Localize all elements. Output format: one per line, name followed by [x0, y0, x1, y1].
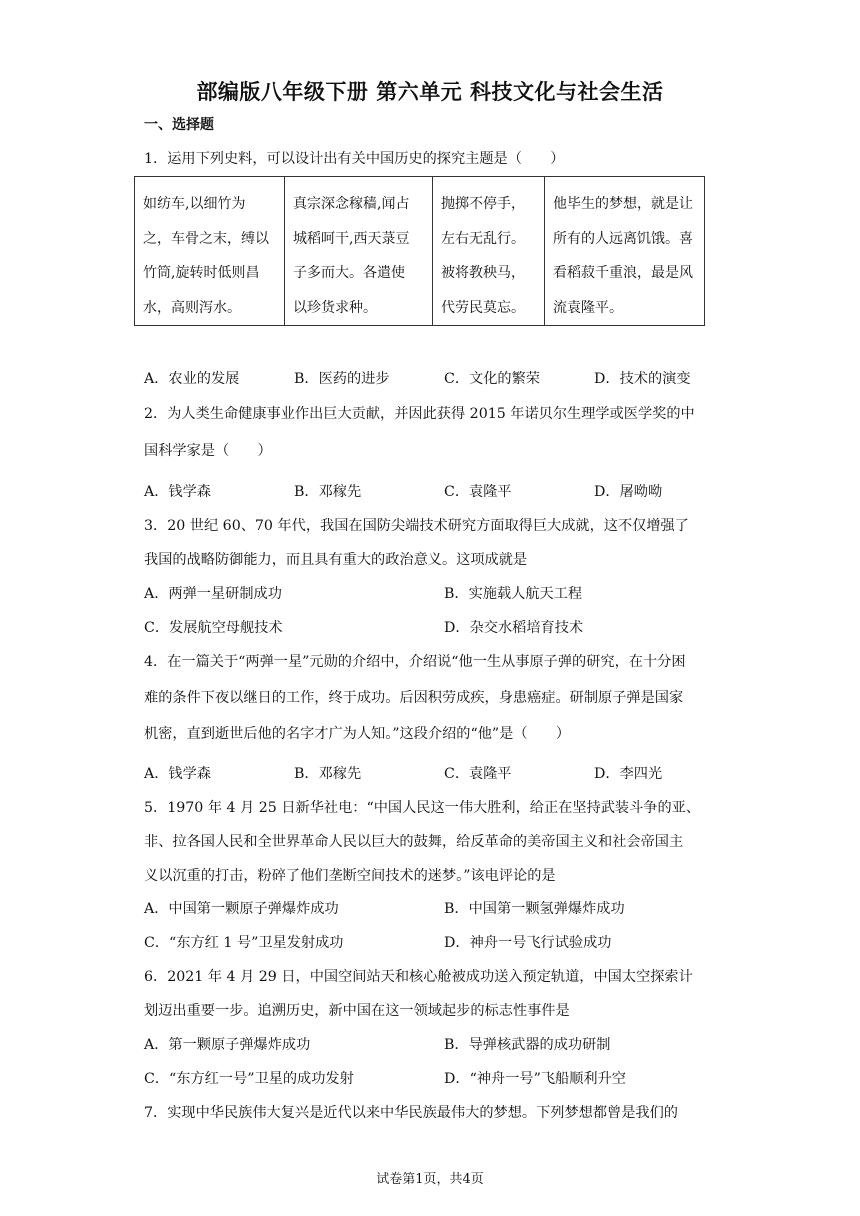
q1-option-b: B．医药的进步 [294, 371, 390, 387]
q6-option-b: B．导弹核武器的成功研制 [444, 1037, 611, 1053]
question-5-stem-line3: 义以沉重的打击，粉碎了他们垄断空间技术的迷梦。”该电评论的是 [144, 868, 556, 884]
cell-line: 竹筒,旋转时低则昌 [143, 265, 260, 281]
cell-line: 城稻呵干,西天菉豆 [293, 230, 410, 247]
q1-option-d: D．技术的演变 [594, 371, 691, 387]
question-6-stem-line1: 6．2021 年 4 月 29 日，中国空间站天和核心舱被成功送入预定轨道，中国太空探索计 [144, 969, 693, 985]
question-2-stem-line1: 2．为人类生命健康事业作出巨大贡献，并因此获得 2015 年诺贝尔生理学或医学奖的中 [144, 406, 695, 422]
q5-option-c: C．“东方红 1 号”卫星发射成功 [144, 935, 344, 951]
q3-option-a: A．两弹一星研制成功 [144, 586, 282, 602]
page-title: 部编版八年级下册 第六单元 科技文化与社会生活 [196, 80, 664, 104]
source-cell-4 [545, 177, 705, 326]
cell-line: 水，高则泻水。 [143, 299, 241, 316]
q2-option-b: B．邓稼先 [294, 484, 362, 500]
q6-option-d: D．“神舟一号”飞船顺利升空 [444, 1071, 626, 1087]
q2-option-a: A．钱学森 [144, 484, 211, 500]
cell-line: 抛掷不停手， [441, 196, 525, 212]
cell-line: 他毕生的梦想，就是让 [553, 196, 693, 212]
q4-option-c: C．袁隆平 [444, 766, 512, 782]
source-cell-2 [285, 177, 433, 326]
question-5-stem-line1: 5．1970 年 4 月 25 日新华社电：“中国人民这一伟大胜利，给正在坚持武装斗争的亚、 [144, 800, 701, 816]
source-table [134, 176, 705, 326]
source-cell-1 [135, 177, 285, 326]
q6-option-c: C．“东方红一号”卫星的成功发射 [144, 1071, 354, 1087]
question-1-stem: 1．运用下列史料，可以设计出有关中国历史的探究主题是（ ） [144, 151, 565, 167]
q1-option-c: C．文化的繁荣 [444, 371, 540, 387]
cell-line: 流袁隆平。 [553, 299, 623, 316]
q1-option-a: A．农业的发展 [144, 371, 240, 387]
question-3-stem-line2: 我国的战略防御能力，而且具有重大的政治意义。这项成就是 [144, 552, 528, 568]
cell-line: 子多而大。各遣使 [293, 265, 405, 281]
q2-option-d: D．屠呦呦 [594, 484, 663, 500]
page-footer: 试卷第1页，共4页 [376, 1172, 484, 1187]
cell-line: 代劳民莫忘。 [441, 299, 525, 316]
cell-line: 如纺车,以细竹为 [143, 196, 246, 212]
cell-line: 以珍货求种。 [293, 299, 377, 316]
source-cell-3 [433, 177, 545, 326]
question-6-stem-line2: 划迈出重要一步。追溯历史，新中国在这一领域起步的标志性事件是 [144, 1003, 570, 1019]
question-4-stem-line2: 难的条件下夜以继日的工作，终于成功。后因积劳成疾，身患癌症。研制原子弹是国家 [144, 690, 684, 706]
q5-option-b: B．中国第一颗氢弹爆炸成功 [444, 901, 625, 917]
q5-option-d: D．神舟一号飞行试验成功 [444, 935, 612, 951]
cell-line: 左右无乱行。 [441, 230, 525, 247]
cell-line: 真宗深念稼穑,闻占 [293, 196, 410, 212]
section-heading: 一、选择题 [144, 117, 214, 133]
question-3-stem-line1: 3．20 世纪 60、70 年代，我国在国防尖端技术研究方面取得巨大成就，这不仅增强了 [144, 518, 689, 534]
q4-option-d: D．李四光 [594, 766, 663, 782]
q3-option-d: D．杂交水稻培育技术 [444, 620, 584, 636]
question-4-stem-line1: 4．在一篇关于“两弹一星”元勋的介绍中，介绍说“他一生从事原子弹的研究，在十分困 [144, 654, 686, 670]
table-row [135, 177, 705, 326]
cell-line: 所有的人远离饥饿。喜 [553, 230, 693, 247]
q2-option-c: C．袁隆平 [444, 484, 512, 500]
cell-line: 之，车骨之末，缚以 [143, 230, 269, 247]
cell-line: 被将教秧马， [441, 265, 525, 281]
q4-option-b: B．邓稼先 [294, 766, 362, 782]
cell-line: 看稻菽千重浪，最是风 [553, 265, 693, 281]
q6-option-a: A．第一颗原子弹爆炸成功 [144, 1037, 311, 1053]
q4-option-a: A．钱学森 [144, 766, 211, 782]
question-7-stem-line1: 7．实现中华民族伟大复兴是近代以来中华民族最伟大的梦想。下列梦想都曾是我们的 [144, 1105, 678, 1121]
q3-option-b: B．实施载人航天工程 [444, 586, 583, 602]
question-4-stem-line3: 机密，直到逝世后他的名字才广为人知。”这段介绍的“他”是（ ） [144, 726, 571, 742]
question-2-stem-line2: 国科学家是（ ） [144, 443, 272, 459]
q3-option-c: C．发展航空母舰技术 [144, 620, 283, 636]
q5-option-a: A．中国第一颗原子弹爆炸成功 [144, 901, 339, 917]
question-5-stem-line2: 非、拉各国人民和全世界革命人民以巨大的鼓舞，给反革命的美帝国主义和社会帝国主 [144, 834, 684, 850]
